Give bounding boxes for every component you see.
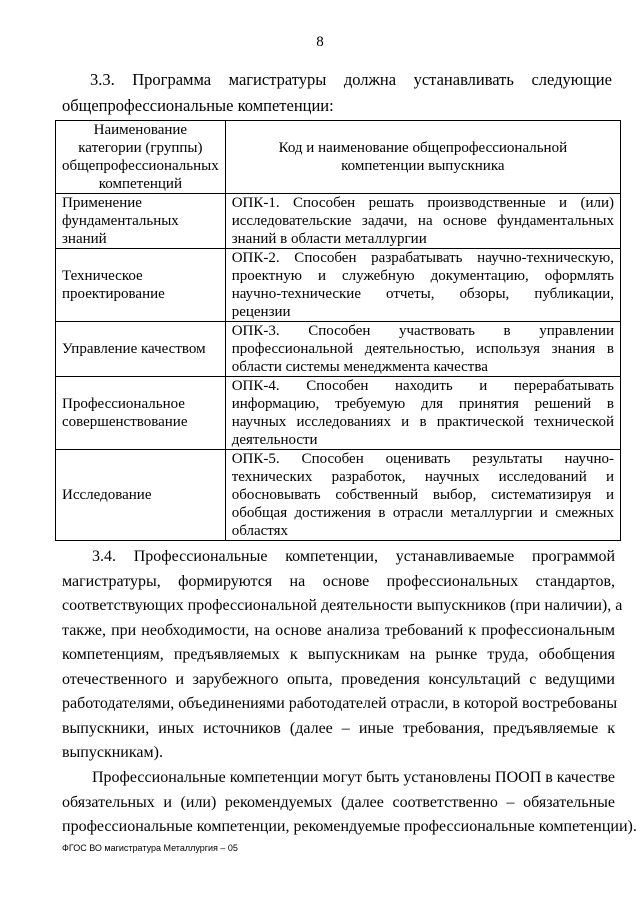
paragraph-line: магистратуры, формируются на основе профессиональных стандартов, bbox=[62, 572, 615, 590]
paragraph-line: обязательных и (или) рекомендуемых (далее соответственно – обязательные bbox=[62, 793, 615, 811]
competencies-table bbox=[55, 120, 621, 541]
cell-line: проектную и служебную документацию, оформлять bbox=[231, 268, 614, 284]
table-row bbox=[56, 450, 621, 541]
paragraph-line: профессиональные компетенции, рекомендуемые профессиональные компетенции). bbox=[62, 818, 637, 835]
category-cell bbox=[56, 194, 226, 249]
paragraph-line: работодателями, объединениями работодателей отрасли, в которой востребованы bbox=[62, 695, 618, 712]
header-category bbox=[56, 121, 226, 194]
table-header-row bbox=[56, 121, 621, 194]
cell-line: исследовательские задачи, на основе фундаментальных bbox=[231, 213, 614, 229]
description-cell bbox=[225, 450, 620, 541]
cell-line: научных исследованиях и в практической технической bbox=[231, 414, 614, 430]
page-number: 8 bbox=[316, 34, 324, 50]
category-cell bbox=[56, 377, 226, 450]
cell-line: ОПК-5. Способен оценивать результаты научно- bbox=[231, 451, 614, 467]
paragraph-line: также, при необходимости, на основе анализа требований к профессиональным bbox=[62, 621, 615, 639]
intro-word: Программа bbox=[132, 70, 212, 89]
cell-line: знаний в области металлургии bbox=[231, 231, 427, 247]
header-line: компетенции выпускника bbox=[341, 158, 505, 174]
cell-line: проектирование bbox=[62, 286, 165, 302]
cell-line: совершенствование bbox=[62, 414, 188, 430]
category-cell bbox=[56, 322, 226, 377]
cell-line: научно-технические отчеты, обзоры, публикации, bbox=[231, 286, 614, 302]
paragraph-line: выпускникам). bbox=[62, 744, 163, 761]
table-row bbox=[56, 322, 621, 377]
cell-line: информацию, требуемую для принятия решений в bbox=[231, 396, 614, 412]
paragraph-professional-competencies bbox=[62, 766, 637, 840]
description-cell bbox=[225, 249, 620, 322]
header-line: категории (группы) bbox=[78, 140, 203, 156]
category-cell bbox=[56, 450, 226, 541]
cell-line: деятельности bbox=[231, 432, 318, 448]
intro-paragraph bbox=[62, 67, 612, 119]
cell-line: рецензии bbox=[231, 304, 291, 320]
cell-line: ОПК-1. Способен решать производственные и (или) bbox=[231, 195, 614, 211]
intro-word: должна bbox=[343, 70, 397, 89]
cell-line: технических разработок, научных исследований и bbox=[231, 469, 614, 485]
cell-line: области системы менеджмента качества bbox=[231, 359, 488, 375]
table-row bbox=[56, 194, 621, 249]
cell-line: ОПК-2. Способен разрабатывать научно-техническую, bbox=[231, 250, 614, 266]
paragraph-line: компетенциям, предъявляемых к выпускникам на рынке труда, обобщения bbox=[62, 646, 615, 663]
header-code bbox=[225, 121, 620, 194]
description-cell bbox=[225, 322, 620, 377]
intro-word: следующие bbox=[531, 70, 612, 89]
header-line: Наименование bbox=[93, 122, 188, 138]
cell-line: фундаментальных bbox=[62, 213, 179, 229]
cell-line: обобщая достижения в отрасли металлургии и смежных bbox=[231, 505, 614, 521]
paragraph-line: соответствующих профессиональной деятельности выпускников (при наличии), а bbox=[62, 597, 623, 614]
description-cell bbox=[225, 377, 620, 450]
intro-word: устанавливать bbox=[413, 70, 514, 89]
cell-line: Применение bbox=[62, 195, 142, 211]
header-line: компетенций bbox=[98, 176, 182, 192]
cell-line: Исследование bbox=[62, 487, 152, 503]
intro-word: магистратуры bbox=[228, 70, 327, 89]
paragraph-line: 3.4. Профессиональные компетенции, устанавливаемые программой bbox=[92, 548, 615, 565]
paragraph-3-4 bbox=[62, 545, 623, 766]
cell-line: ОПК-3. Способен участвовать в управлении bbox=[231, 323, 614, 339]
cell-line: профессиональной деятельностью, используя знания в bbox=[231, 341, 614, 357]
paragraph-line: выпускники, иных источников (далее – иные требования, предъявляемые к bbox=[62, 719, 615, 737]
category-cell bbox=[56, 249, 226, 322]
footer-note: ФГОС ВО магистратура Металлургия – 05 bbox=[62, 843, 238, 853]
paragraph-line: отечественного и зарубежного опыта, проведения консультаций с ведущими bbox=[62, 670, 615, 688]
cell-line: обосновывать собственный выбор, систематизируя и bbox=[231, 487, 614, 503]
cell-line: ОПК-4. Способен находить и перерабатывать bbox=[231, 378, 614, 394]
description-cell bbox=[225, 194, 620, 249]
header-line: Код и наименование общепрофессиональной bbox=[278, 140, 568, 156]
header-line: общепрофессиональных bbox=[62, 158, 219, 174]
cell-line: областях bbox=[231, 523, 289, 539]
table-row bbox=[56, 249, 621, 322]
cell-line: Управление качеством bbox=[62, 341, 206, 357]
cell-line: знаний bbox=[62, 231, 107, 247]
cell-line: Профессиональное bbox=[62, 396, 185, 412]
intro-word: 3.3. bbox=[90, 70, 115, 89]
intro-line-2: общепрофессиональные компетенции: bbox=[62, 96, 334, 115]
table-row bbox=[56, 377, 621, 450]
intro-line-1 bbox=[62, 67, 612, 93]
paragraph-line: Профессиональные компетенции могут быть установлены ПООП в качестве bbox=[92, 769, 615, 786]
cell-line: Техническое bbox=[62, 268, 143, 284]
